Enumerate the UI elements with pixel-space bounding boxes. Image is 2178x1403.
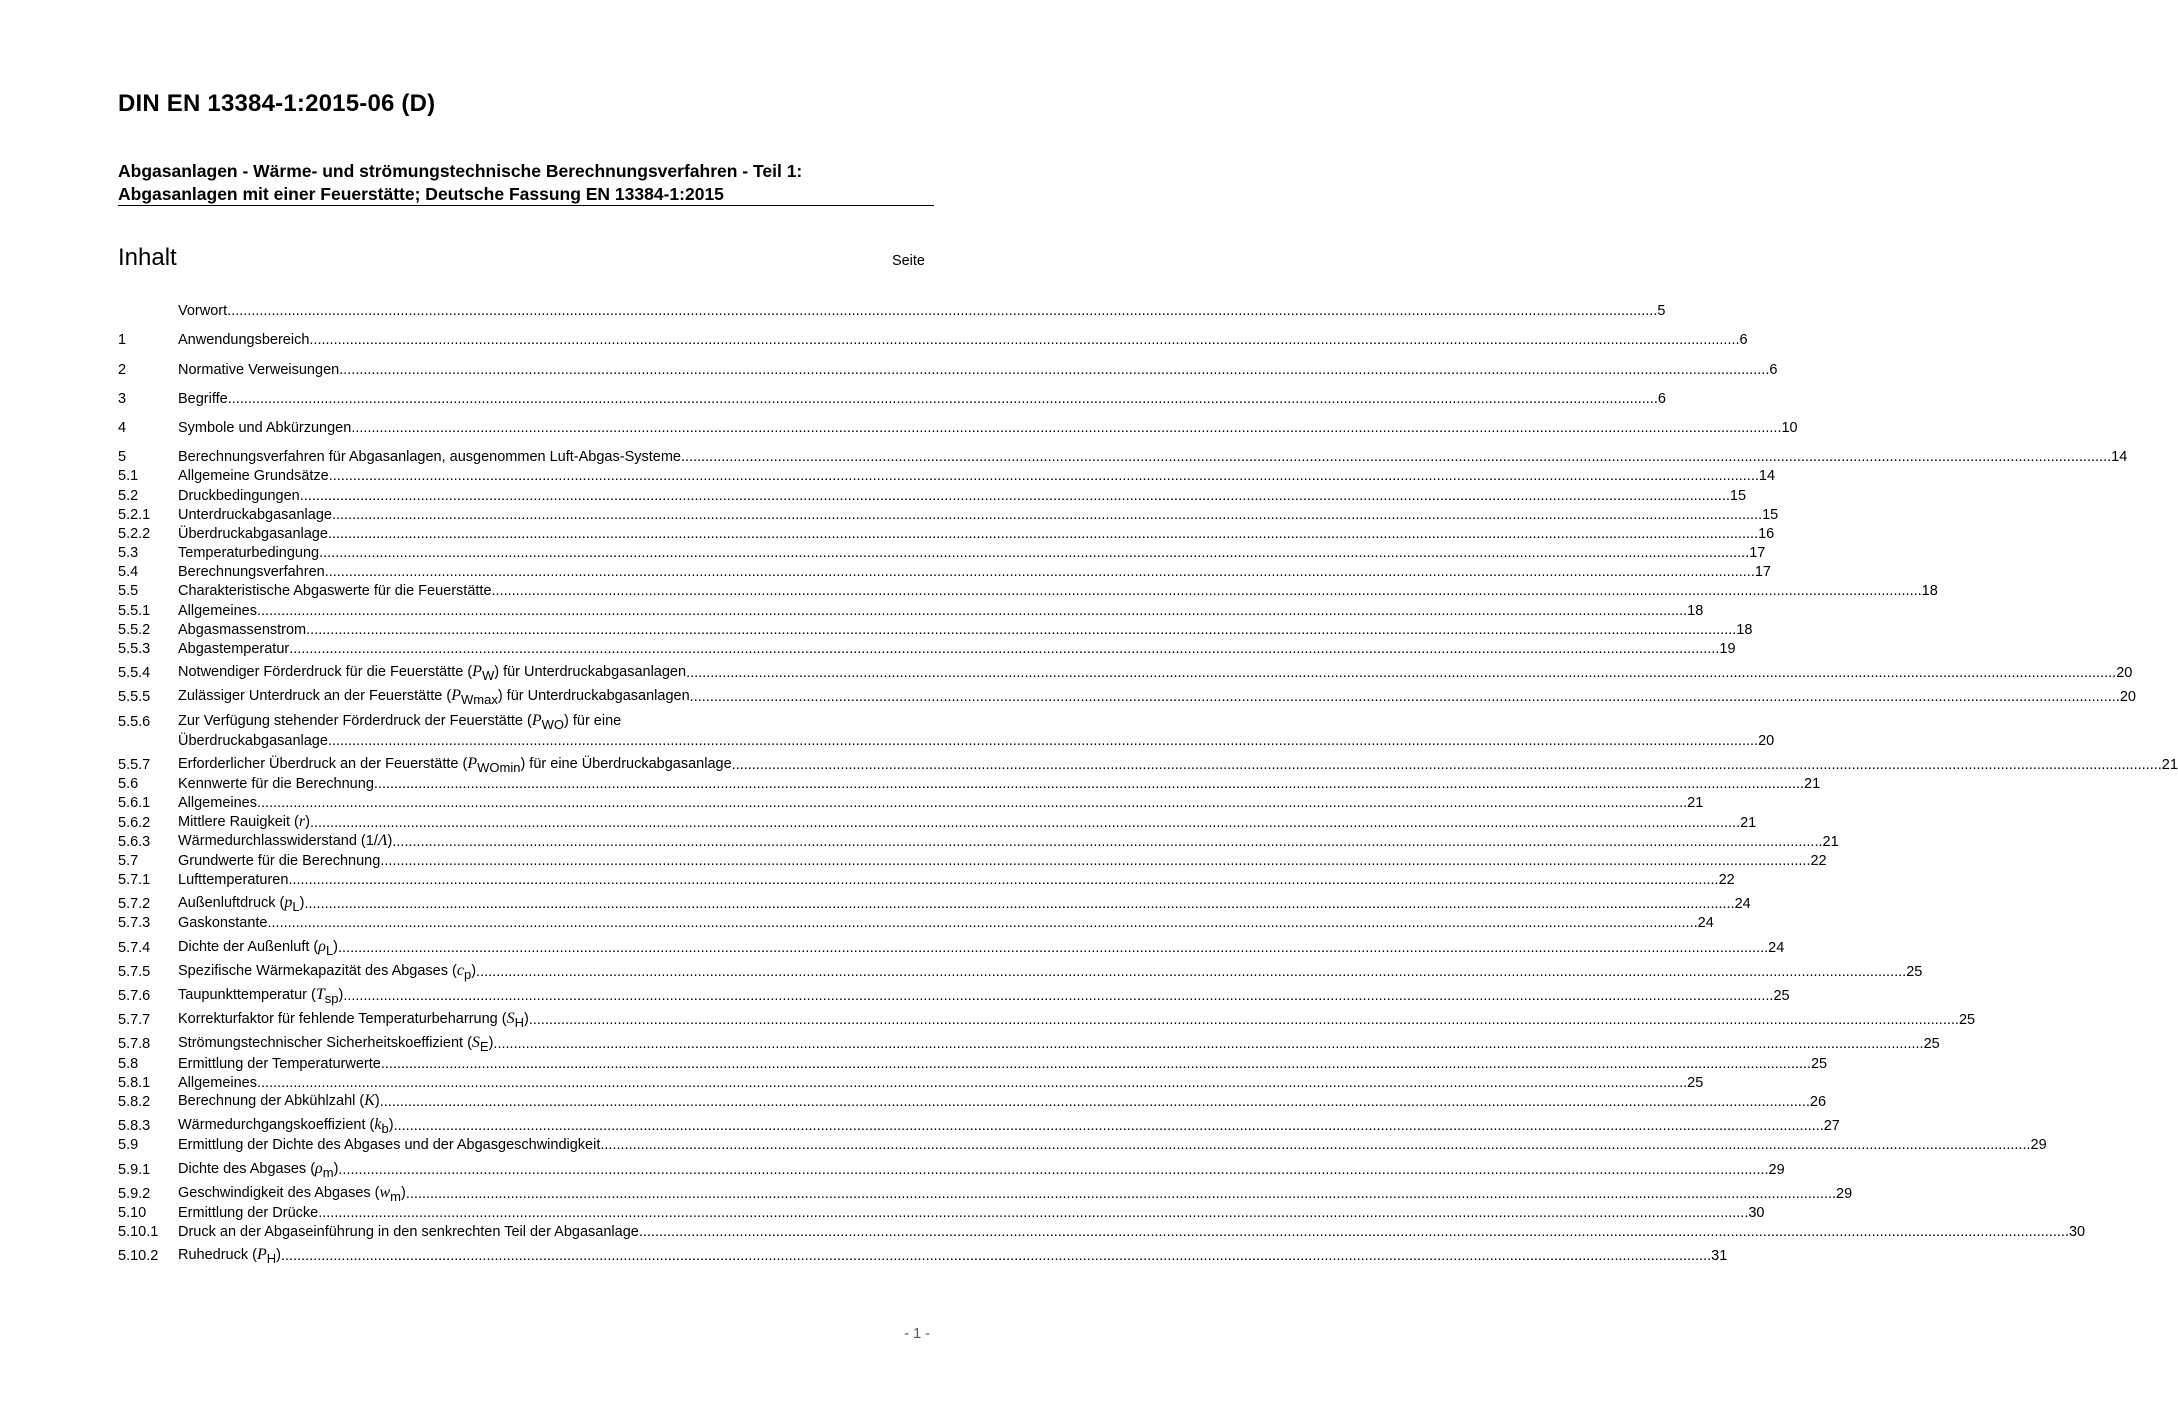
toc-entry-page: 6 <box>1657 390 1666 407</box>
formula-subscript: b <box>381 1121 389 1137</box>
toc-entry-title <box>178 894 305 915</box>
formula-subscript: H <box>266 1251 277 1267</box>
toc-entry-number: 5.5.5 <box>118 689 151 706</box>
formula-symbol: ρ <box>315 1159 323 1177</box>
toc-entry-title: Anwendungsbereich <box>178 332 310 349</box>
toc-entry-number: 5 <box>118 449 127 466</box>
toc-entry-page: 21 <box>1822 833 1839 850</box>
toc-entry-number: 5.8.1 <box>118 1074 151 1091</box>
toc-entry-page: 6 <box>1739 332 1748 349</box>
toc-entry[interactable] <box>118 1134 2047 1154</box>
toc-dot-leader <box>493 1036 1923 1052</box>
formula-subscript: L <box>325 942 334 958</box>
toc-dot-leader <box>600 1137 2030 1153</box>
toc-entry[interactable] <box>118 358 1778 378</box>
toc-entry-title-text: Zur Verfügung stehender Förderdruck der Feuerstätte ( <box>178 712 532 729</box>
toc-dot-leader <box>257 795 1687 811</box>
toc-entry-number: 5.8.2 <box>118 1093 151 1110</box>
toc-entry-title-text: ) <box>374 1092 380 1109</box>
toc-entry-number: 5.5.1 <box>118 602 151 619</box>
toc-entry-page: 20 <box>1758 732 1775 749</box>
toc-dot-leader <box>319 545 1749 561</box>
toc-entry-title: Grundwerte für die Berechnung <box>178 852 381 869</box>
toc-entry[interactable] <box>118 773 1821 793</box>
toc-entry-title-text: ) <box>401 1184 406 1201</box>
toc-entry-number: 5.8.3 <box>118 1118 151 1135</box>
toc-entry[interactable] <box>118 681 2136 708</box>
toc-entry-title <box>178 1010 529 1031</box>
toc-entry-page: 18 <box>1687 602 1704 619</box>
toc-entry-title-text: Dichte des Abgases ( <box>178 1160 316 1177</box>
toc-dot-leader <box>476 964 1906 980</box>
toc-entry-title: Berechnungsverfahren <box>178 564 325 581</box>
toc-entry[interactable] <box>118 417 1798 436</box>
toc-entry[interactable] <box>118 446 2128 466</box>
toc-entry-number: 5.5.2 <box>118 621 151 638</box>
toc-entry-page: 27 <box>1823 1118 1840 1135</box>
toc-entry[interactable] <box>118 869 1735 889</box>
table-of-contents <box>118 300 2178 1267</box>
toc-dot-leader <box>289 641 1719 657</box>
toc-entry-title-text: ) <box>523 1011 529 1028</box>
toc-entry-number: 5.7.1 <box>118 872 151 889</box>
toc-entry-page: 29 <box>1836 1185 1853 1202</box>
toc-entry-page: 20 <box>2119 689 2136 706</box>
toc-entry-title-text: ) <box>387 832 393 849</box>
toc-entry-title: Abgastemperatur <box>178 641 290 657</box>
toc-entry-page: 18 <box>1736 621 1753 638</box>
formula-subscript: m <box>390 1188 402 1204</box>
toc-entry-title-continued: Überdruckabgasanlage <box>178 732 328 749</box>
toc-entry-title-text: Außenluftdruck ( <box>178 895 285 912</box>
toc-entry-number: 5.5 <box>118 583 139 600</box>
toc-entry[interactable] <box>118 912 1714 932</box>
toc-entry-title-text: ) für eine <box>564 712 622 729</box>
toc-dot-leader <box>310 815 1740 831</box>
toc-dot-leader <box>227 303 1657 319</box>
toc-dot-leader <box>380 1094 1810 1110</box>
toc-entry-title <box>178 1184 406 1202</box>
toc-dot-leader <box>492 583 1922 599</box>
formula-subscript: WOmin <box>477 759 521 775</box>
toc-entry-number: 5.5.6 <box>118 713 151 730</box>
toc-dot-leader <box>374 776 1804 792</box>
toc-entry-number: 5.3 <box>118 545 139 562</box>
toc-entry[interactable] <box>118 542 1766 562</box>
toc-entry-page: 5 <box>1657 303 1666 320</box>
toc-entry-title-text: ) <box>333 1160 339 1177</box>
toc-entry-title: Charakteristische Abgaswerte für die Feuerstätte <box>178 583 492 600</box>
toc-entry-page: 24 <box>1768 939 1785 956</box>
toc-entry-number: 5.9 <box>118 1137 139 1154</box>
toc-entry-number: 1 <box>118 332 127 349</box>
toc-entry-title-text: Geschwindigkeit des Abgases ( <box>178 1184 380 1201</box>
toc-entry-number: 5.7.5 <box>118 963 151 980</box>
toc-entry-title: Symbole und Abkürzungen <box>178 419 352 436</box>
toc-dot-leader <box>281 1248 1711 1264</box>
toc-dot-leader <box>681 449 2111 465</box>
toc-entry[interactable] <box>118 504 1779 523</box>
toc-page-column-label: Seite <box>891 253 925 269</box>
toc-entry-title: Ermittlung der Drücke <box>178 1204 319 1221</box>
toc-entry-title <box>178 663 687 684</box>
toc-entry[interactable] <box>118 1153 1785 1180</box>
toc-entry-title-text: ) für eine Überdruckabgasanlage <box>520 755 732 772</box>
toc-entry[interactable] <box>118 831 1839 850</box>
toc-dot-leader <box>338 940 1768 956</box>
toc-entry-title: Ermittlung der Temperaturwerte <box>178 1055 381 1072</box>
toc-entry-page: 25 <box>1687 1074 1704 1091</box>
toc-entry-title: Allgemeines <box>178 795 257 812</box>
toc-entry-title-text: Strömungstechnischer Sicherheitskoeffizient ( <box>178 1035 472 1052</box>
toc-entry[interactable] <box>118 523 1775 542</box>
toc-entry[interactable] <box>118 1202 1765 1221</box>
toc-dot-leader <box>228 391 1658 407</box>
toc-entry[interactable] <box>118 484 1747 504</box>
toc-dot-leader <box>639 1224 2069 1240</box>
subtitle-line-1: Abgasanlagen - Wärme- und strömungstechnische Berechnungsverfahren - Teil 1: <box>118 161 803 181</box>
toc-entry[interactable] <box>118 888 1751 915</box>
formula-subscript: sp <box>324 991 339 1006</box>
formula-symbol: S <box>471 1034 480 1052</box>
toc-entry-title-text: ) <box>388 1117 394 1134</box>
toc-entry-title <box>178 1116 394 1137</box>
toc-entry-title <box>178 813 310 831</box>
toc-entry-title <box>178 1246 281 1267</box>
toc-dot-leader <box>267 915 1697 931</box>
toc-dot-leader <box>338 1162 1768 1178</box>
toc-entry-page: 22 <box>1718 872 1735 889</box>
toc-entry-number: 5.9.1 <box>118 1161 151 1178</box>
toc-dot-leader <box>288 872 1718 888</box>
toc-dot-leader <box>257 603 1687 619</box>
toc-entry-page: 6 <box>1769 361 1778 378</box>
formula-subscript: W <box>481 668 495 684</box>
page-number: - 1 - <box>904 1326 930 1342</box>
toc-entry-title-text: ) für Unterdruckabgasanlagen <box>497 688 690 705</box>
toc-entry-title-text: Wärmedurchgangskoeffizient ( <box>178 1117 375 1134</box>
toc-entry[interactable] <box>118 1240 1728 1267</box>
toc-entry-page: 17 <box>1749 545 1766 562</box>
toc-entry-title-text: Ruhedruck ( <box>178 1247 257 1264</box>
toc-entry-page: 29 <box>2030 1137 2047 1154</box>
toc-entry-page: 21 <box>1804 776 1821 793</box>
toc-entry-title <box>178 1034 494 1055</box>
formula-symbol: P <box>451 687 461 705</box>
toc-entry-title: Allgemeine Grundsätze <box>178 468 329 485</box>
formula-symbol: P <box>256 1246 267 1264</box>
toc-entry-page: 26 <box>1809 1093 1827 1110</box>
toc-entry-title-text: ) <box>299 895 305 912</box>
formula-symbol: c <box>456 961 464 979</box>
toc-entry-title-text: ) <box>333 938 339 955</box>
toc-dot-leader <box>343 988 1773 1004</box>
toc-entry-title-text: Dichte der Außenluft ( <box>178 938 319 955</box>
toc-entry[interactable] <box>118 980 1790 1006</box>
toc-entry-page: 25 <box>1773 988 1790 1004</box>
formula-symbol: p <box>284 894 293 912</box>
toc-entry[interactable] <box>118 1091 1827 1110</box>
toc-entry-number: 5.7.8 <box>118 1036 151 1053</box>
toc-dot-leader <box>325 564 1755 580</box>
toc-entry-number: 5.8 <box>118 1055 139 1072</box>
toc-entry[interactable] <box>118 1004 1976 1031</box>
toc-entry[interactable] <box>118 657 2133 684</box>
formula-symbol: S <box>506 1010 515 1028</box>
toc-entry-title: Allgemeines <box>178 602 257 619</box>
toc-entry-title: Gaskonstante <box>178 915 268 932</box>
toc-dot-leader <box>686 665 2116 681</box>
formula-subscript: Wmax <box>460 692 498 708</box>
toc-entry-number: 5.5.4 <box>118 665 151 682</box>
toc-entry-number: 5.10.1 <box>118 1224 159 1241</box>
toc-entry-page: 21 <box>1740 814 1757 831</box>
toc-entry-title <box>178 938 338 956</box>
formula-subscript: WO <box>541 716 564 732</box>
toc-entry[interactable] <box>118 638 1736 657</box>
toc-entry-title-text: Zulässiger Unterdruck an der Feuerstätte ( <box>178 688 452 705</box>
toc-entry-number: 5.7.6 <box>118 988 151 1004</box>
toc-entry-number: 5.10.2 <box>118 1248 159 1265</box>
toc-entry[interactable] <box>118 465 1776 485</box>
toc-dot-leader <box>392 834 1822 850</box>
toc-entry-title-text: ) <box>488 1035 494 1052</box>
toc-entry[interactable] <box>118 1072 1704 1091</box>
toc-entry-page: 25 <box>1923 1036 1940 1053</box>
toc-entry-title <box>178 986 343 1004</box>
toc-entry[interactable] <box>118 599 1704 619</box>
toc-dot-leader <box>529 1012 1959 1028</box>
toc-entry-title-text: Spezifische Wärmekapazität des Abgases ( <box>178 962 457 979</box>
toc-entry-title-text: Mittlere Rauigkeit ( <box>178 813 299 830</box>
toc-entry[interactable] <box>118 749 2178 775</box>
toc-entry-title: Allgemeines <box>178 1074 257 1091</box>
toc-entry[interactable] <box>118 956 1923 982</box>
toc-entry[interactable] <box>118 329 1748 349</box>
toc-dot-leader <box>381 1056 1811 1072</box>
toc-entry-title: Abgasmassenstrom <box>178 621 307 638</box>
toc-entry-page: 25 <box>1810 1055 1828 1072</box>
toc-entry[interactable] <box>118 811 1757 831</box>
toc-entry-number: 3 <box>118 390 127 407</box>
toc-entry[interactable] <box>118 850 1827 869</box>
toc-entry-number: 5.7.3 <box>118 915 151 932</box>
toc-entry-number: 5.4 <box>118 564 139 581</box>
toc-entry-title: Vorwort <box>178 303 228 320</box>
toc-entry-title-text: Erforderlicher Überdruck an der Feuerstätte ( <box>178 755 468 772</box>
toc-entry-title: Unterdruckabgasanlage <box>178 506 332 523</box>
toc-entry-title: Druckbedingungen <box>178 487 300 504</box>
toc-entry-title-text: Berechnung der Abkühlzahl ( <box>178 1092 365 1109</box>
formula-symbol: r <box>298 812 306 830</box>
toc-entry-number: 5.7.7 <box>118 1012 151 1029</box>
toc-entry-title-text: ) für Unterdruckabgasanlagen <box>494 664 687 681</box>
toc-entry-page: 14 <box>2111 449 2128 466</box>
toc-dot-leader <box>339 362 1769 378</box>
formula-subscript: L <box>292 899 300 915</box>
formula-subscript: E <box>479 1039 489 1055</box>
toc-dot-leader <box>732 757 2162 773</box>
toc-entry-number: 5.10 <box>118 1204 147 1221</box>
toc-dot-leader <box>332 507 1762 523</box>
toc-dot-leader <box>257 1075 1687 1091</box>
formula-subscript: p <box>463 966 472 982</box>
toc-entry-page: 31 <box>1711 1248 1728 1265</box>
toc-entry-number: 5.6.3 <box>118 833 151 850</box>
toc-dot-leader <box>690 689 2120 705</box>
toc-entry-title-text: Taupunkttemperatur ( <box>178 987 316 1003</box>
toc-entry-page: 14 <box>1758 468 1776 485</box>
toc-entry-number: 5.6.2 <box>118 814 151 831</box>
toc-entry-title: Kennwerte für die Berechnung <box>178 776 374 793</box>
toc-entry-title: Überdruckabgasanlage <box>178 525 328 542</box>
toc-entry-page: 21 <box>2161 756 2178 773</box>
toc-entry-page: 18 <box>1921 583 1938 600</box>
toc-entry-title: Normative Verweisungen <box>178 361 340 378</box>
toc-entry-page: 20 <box>2116 665 2133 682</box>
toc-entry-page: 30 <box>1748 1204 1765 1221</box>
toc-entry-title <box>178 755 732 773</box>
toc-entry-title: Druck an der Abgaseinführung in den senkrechten Teil der Abgasanlage <box>178 1224 639 1241</box>
formula-symbol: K <box>364 1091 375 1109</box>
toc-entry-title-text: Korrekturfaktor für fehlende Temperaturbeharrung ( <box>178 1011 507 1028</box>
toc-entry-page: 17 <box>1754 564 1771 581</box>
document-title: DIN EN 13384-1:2015-06 (D) <box>118 90 436 117</box>
toc-entry[interactable] <box>118 1052 1828 1072</box>
toc-entry-page: 10 <box>1781 419 1798 436</box>
formula-symbol: k <box>374 1116 382 1134</box>
toc-entry[interactable] <box>118 1221 2086 1241</box>
toc-entry[interactable] <box>118 705 932 732</box>
toc-dot-leader <box>380 853 1810 869</box>
formula-symbol: P <box>472 663 482 681</box>
toc-entry-number: 2 <box>118 361 127 378</box>
toc-entry-title-text: ) <box>338 987 344 1003</box>
toc-dot-leader <box>306 622 1736 638</box>
toc-entry-title <box>178 962 476 980</box>
toc-entry-title: Ermittlung der Dichte des Abgases und der Abgasgeschwindigkeit <box>178 1137 601 1154</box>
toc-entry-title <box>178 687 690 708</box>
toc-entry-number: 5.6.1 <box>118 795 151 812</box>
toc-entry-page: 22 <box>1810 852 1827 869</box>
toc-dot-leader <box>351 420 1781 436</box>
toc-entry[interactable] <box>118 388 1666 407</box>
formula-symbol: T <box>315 986 325 1003</box>
toc-dot-leader <box>304 896 1734 912</box>
toc-entry-page: 16 <box>1758 525 1775 542</box>
toc-dot-leader <box>318 1205 1748 1221</box>
toc-entry-title <box>178 832 392 850</box>
toc-entry[interactable] <box>118 1178 1853 1204</box>
toc-entry-title-text: Notwendiger Förderdruck für die Feuerstätte ( <box>178 664 473 681</box>
toc-entry-title <box>178 712 621 730</box>
toc-entry-page: 21 <box>1687 795 1704 812</box>
toc-dot-leader <box>406 1186 1836 1202</box>
toc-entry-page: 29 <box>1768 1161 1785 1178</box>
toc-entry-number: 4 <box>118 419 127 436</box>
toc-entry-number: 5.2.1 <box>118 506 151 523</box>
toc-entry-title-text: ) <box>276 1247 281 1264</box>
toc-entry[interactable] <box>118 931 1785 958</box>
toc-entry-title-text: Wärmedurchlasswiderstand (1/ <box>178 832 378 849</box>
toc-entry-number: 5.2 <box>118 487 139 504</box>
toc-entry-page: 25 <box>1906 963 1923 980</box>
toc-entry-page: 15 <box>1729 487 1747 504</box>
toc-entry-number: 5.9.2 <box>118 1185 151 1202</box>
toc-dot-leader <box>394 1118 1824 1134</box>
toc-entry-title: Berechnungsverfahren für Abgasanlagen, ausgenommen Luft-Abgas-Systeme <box>178 449 681 466</box>
formula-symbol: P <box>467 754 478 772</box>
toc-entry-title: Temperaturbedingung <box>178 545 320 562</box>
toc-entry-number: 5.1 <box>118 468 139 485</box>
toc-dot-leader <box>328 733 1758 749</box>
subtitle-line-2: Abgasanlagen mit einer Feuerstätte; Deutsche Fassung EN 13384-1:2015 <box>118 184 724 204</box>
toc-entry-number: 5.6 <box>118 776 139 793</box>
toc-entry-page: 24 <box>1734 896 1751 913</box>
formula-subscript: H <box>514 1015 524 1031</box>
toc-entry[interactable] <box>118 619 1753 638</box>
toc-entry-title-text: ) <box>305 813 310 830</box>
document-subtitle <box>118 160 934 206</box>
toc-entry[interactable] <box>118 1110 1840 1137</box>
toc-dot-leader <box>309 332 1739 348</box>
toc-entry-page: 25 <box>1958 1012 1976 1029</box>
toc-dot-leader <box>300 488 1730 504</box>
toc-entry[interactable] <box>118 1028 1940 1055</box>
toc-entry-number: 5.5.7 <box>118 756 151 773</box>
toc-dot-leader <box>329 468 1759 484</box>
formula-symbol: P <box>531 711 542 729</box>
toc-entry-title-text: ) <box>471 962 477 979</box>
toc-entry-number: 5.7 <box>118 852 139 869</box>
toc-entry-title <box>178 1160 338 1178</box>
formula-symbol: w <box>379 1183 391 1201</box>
subtitle-divider <box>118 205 934 206</box>
toc-entry-title <box>178 1092 380 1110</box>
toc-entry-continuation[interactable] <box>118 730 1775 749</box>
toc-entry-number: 5.5.3 <box>118 641 151 657</box>
toc-entry-page: 19 <box>1719 641 1736 657</box>
toc-entry-page: 24 <box>1697 915 1714 932</box>
toc-entry[interactable] <box>118 580 1938 600</box>
toc-entry-title: Begriffe <box>178 390 228 407</box>
toc-entry-number: 5.7.4 <box>118 939 151 956</box>
formula-symbol: ρ <box>318 937 326 955</box>
formula-symbol: Λ <box>377 831 388 849</box>
toc-entry-title: Lufttemperaturen <box>178 872 289 889</box>
formula-subscript: m <box>322 1164 334 1180</box>
toc-entry-number: 5.7.2 <box>118 896 151 913</box>
toc-entry[interactable] <box>118 300 1666 320</box>
toc-entry-page: 15 <box>1762 506 1779 523</box>
toc-entry[interactable] <box>118 792 1704 812</box>
toc-dot-leader <box>328 526 1758 542</box>
toc-heading: Inhalt <box>118 244 177 271</box>
toc-entry-number: 5.2.2 <box>118 525 151 542</box>
toc-entry[interactable] <box>118 561 1771 581</box>
toc-entry-page: 30 <box>2068 1224 2086 1241</box>
